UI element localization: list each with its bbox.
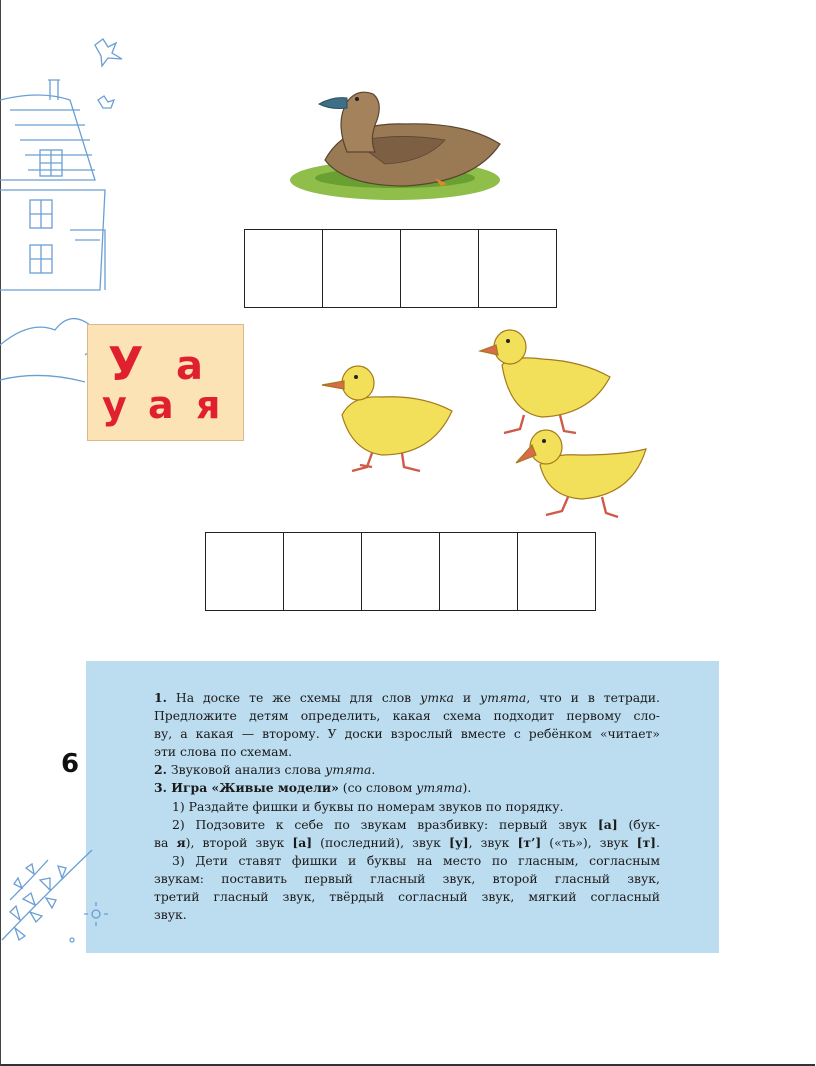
scheme-cell[interactable] [478,229,557,308]
instructions-panel [86,661,719,953]
scheme-cell[interactable] [283,532,362,611]
letters-card [87,324,244,441]
ducklings-image [312,325,652,525]
scheme-cell[interactable] [400,229,479,308]
scheme-cell[interactable] [361,532,440,611]
scheme-cell[interactable] [322,229,401,308]
word-scheme-4-cells [244,229,557,308]
word-scheme-5-cells [205,532,596,611]
letter-lower-a: а [148,383,174,427]
letter-lower-ya: я [196,383,221,427]
scheme-cell[interactable] [205,532,284,611]
scheme-cell[interactable] [439,532,518,611]
duck-image [285,82,510,217]
scheme-cell[interactable] [244,229,323,308]
plant-drawing [0,840,110,950]
instructions-text: 1. На доске те же схемы для слов утка и утята, что и в тетради. Предложите детям определить, какая схема подходит первому сло- ву, а какая — второму. У доски взрослый вместе с ребёнком «читает» эти слова по схемам. 2. Звуковой анализ слова утята. 3. Игра «Живые модели» (со словом утята). 1) Раздайте фишки и буквы по номерам звуков по порядку. 2) Подзовите к себе по звукам вразбивку: первый звук [а] (бук- ва я), второй звук [а] (последний), звук [у], звук [т’] («ть»), звук [т]. 3) Дети ставят фишки и буквы на место по гласным, согласным звукам: поставить первый гласный звук, второй гласный звук, третий гласный звук, твёрдый согласный звук, мягкий согласный звук. [154,690,660,923]
page-number: 6 [61,749,80,779]
letter-lower-u: у [102,383,127,427]
letter-upper-u: У [108,337,144,391]
scheme-cell[interactable] [517,532,596,611]
letter-upper-a: а [176,343,203,389]
